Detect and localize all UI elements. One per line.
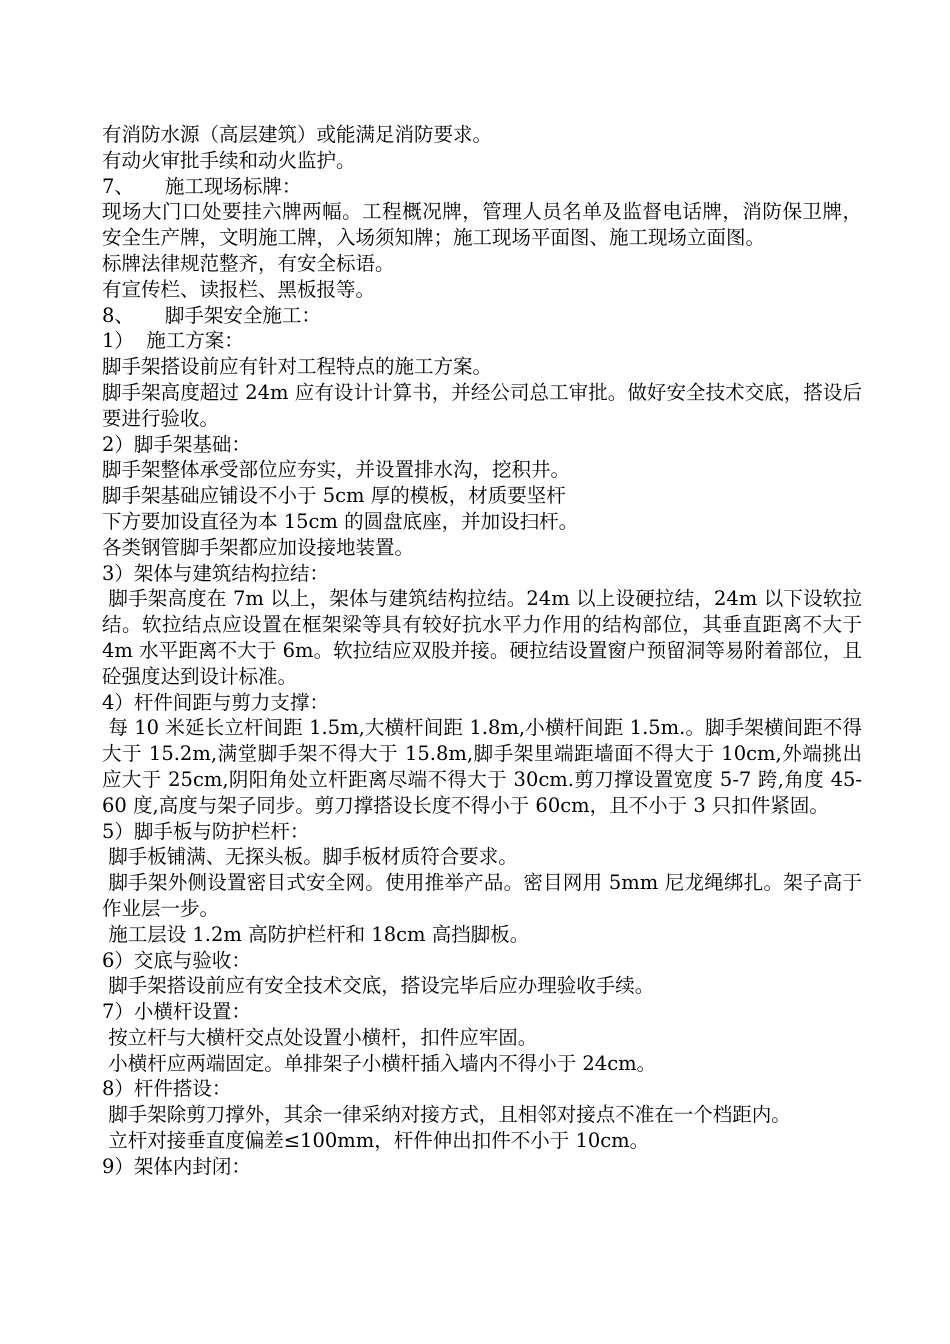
paragraph: 脚手架高度在 7m 以上，架体与建筑结构拉结。24m 以上设硬拉结，24m 以下设软拉结。软拉结点应设置在框架梁等具有较好抗水平力作用的结构部位，其垂直距离不大于 4m 水平距离不大于 6m。软拉结应双股并接。硬拉结设置窗户预留洞等易附着部位，且砼强度达到设计标准。 <box>102 587 869 688</box>
document-body <box>102 122 869 1180</box>
paragraph: 脚手架基础应铺设不小于 5cm 厚的模板，材质要坚杆 <box>102 484 566 508</box>
paragraph: 小横杆应两端固定。单排架子小横杆插入墙内不得小于 24cm。 <box>102 1051 657 1075</box>
paragraph: 脚手架除剪刀撑外，其余一律采纳对接方式，且相邻对接点不准在一个档距内。 <box>102 1103 791 1127</box>
paragraph: 各类钢管脚手架都应加设接地装置。 <box>102 535 415 559</box>
subsection-heading: 8）杆件搭设： <box>102 1077 232 1101</box>
subsection-heading: 7）小横杆设置： <box>102 1000 251 1024</box>
subsection-heading: 6）交底与验收： <box>102 948 251 972</box>
paragraph: 脚手架搭设前应有安全技术交底，搭设完毕后应办理验收手续。 <box>102 974 655 998</box>
paragraph: 有消防水源（高层建筑）或能满足消防要求。 <box>102 123 493 146</box>
subsection-heading: 1） 施工方案： <box>102 329 244 353</box>
paragraph: 有宣传栏、读报栏、黑板报等。 <box>102 277 376 301</box>
paragraph: 脚手架外侧设置密目式安全网。使用推举产品。密目网用 5mm 尼龙绳绑扎。架子高于作业层一步。 <box>102 871 862 920</box>
section-heading: 8、 脚手架安全施工： <box>102 303 321 327</box>
subsection-heading: 5）脚手板与防护栏杆： <box>102 819 310 843</box>
paragraph: 脚手架搭设前应有针对工程特点的施工方案。 <box>102 355 493 379</box>
paragraph: 现场大门口处要挂六牌两幅。工程概况牌，管理人员名单及监督电话牌，消防保卫牌，安全生产牌，文明施工牌，入场须知牌；施工现场平面图、施工现场立面图。 <box>102 200 862 250</box>
paragraph: 标牌法律规范整齐，有安全标语。 <box>102 251 395 275</box>
paragraph: 施工层设 1.2m 高防护栏杆和 18cm 高挡脚板。 <box>102 922 530 946</box>
subsection-heading: 3）架体与建筑结构拉结： <box>102 561 329 585</box>
subsection-heading: 9）架体内封闭： <box>102 1154 251 1178</box>
paragraph: 脚手架高度超过 24m 应有设计计算书，并经公司总工审批。做好安全技术交底，搭设后要进行验收。 <box>102 380 862 430</box>
subsection-heading: 4）杆件间距与剪力支撑： <box>102 690 329 714</box>
paragraph: 有动火审批手续和动火监护。 <box>102 148 356 172</box>
paragraph: 每 10 米延长立杆间距 1.5m,大横杆间距 1.8m,小横杆间距 1.5m.。脚手架横间距不得大于 15.2m,满堂脚手架不得大于 15.8m,脚手架里端距墙面不得大于 10cm,外端挑出应大于 25cm,阴阳角处立杆距离尽端不得大于 30cm.剪刀撑设置宽度 5-7 跨,角度 45-60 度,高度与架子同步。剪刀撑搭设长度不得小于 60cm，且不小于 3 只扣件紧固。 <box>102 716 862 817</box>
paragraph: 立杆对接垂直度偏差≤100mm，杆件伸出扣件不小于 10cm。 <box>102 1129 650 1153</box>
paragraph: 按立杆与大横杆交点处设置小横杆，扣件应牢固。 <box>102 1025 538 1049</box>
paragraph: 脚手板铺满、无探头板。脚手板材质符合要求。 <box>102 845 518 869</box>
paragraph: 下方要加设直径为本 15cm 的圆盘底座，并加设扫杆。 <box>102 509 579 533</box>
subsection-heading: 2）脚手架基础： <box>102 432 251 456</box>
section-heading: 7、 施工现场标牌： <box>102 174 302 198</box>
paragraph: 脚手架整体承受部位应夯实，并设置排水沟，挖积井。 <box>102 458 571 482</box>
